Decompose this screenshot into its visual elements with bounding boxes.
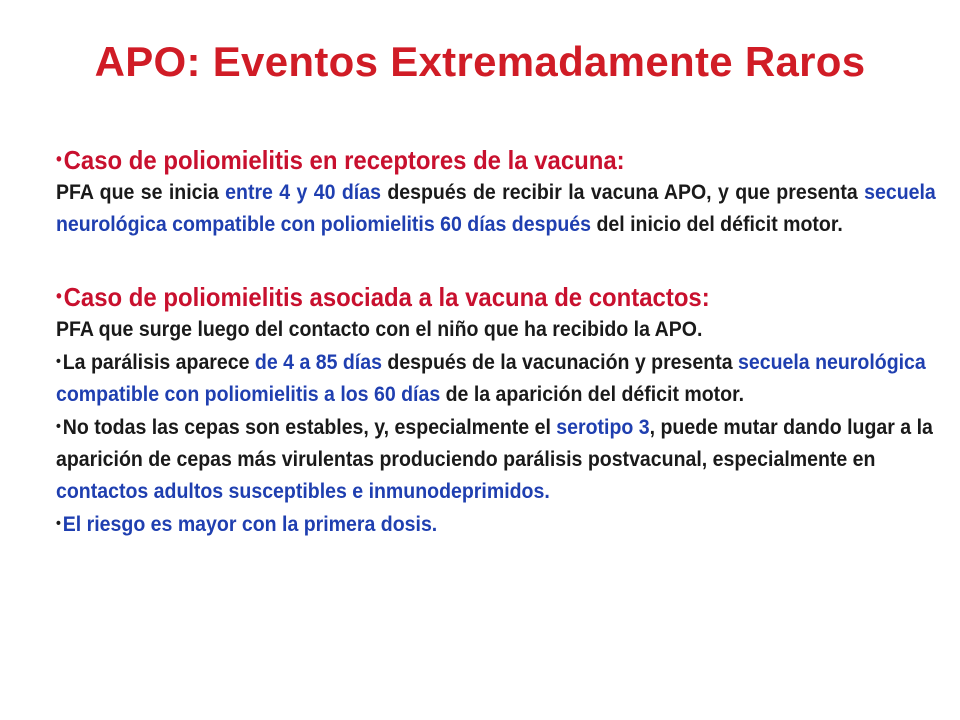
bullet: •	[56, 353, 61, 370]
text-run: La parálisis aparece	[62, 351, 255, 374]
highlight-text: secuela neurológica compatible con poliomielitis 60 días después	[56, 181, 936, 236]
slide-title: APO: Eventos Extremadamente Raros	[94, 38, 866, 85]
text-run: de la aparición del déficit motor.	[440, 383, 745, 406]
bullet: •	[56, 515, 61, 532]
text-run: , puede mutar dando lugar a la aparición de cepas más virulentas produciendo parálisis postvacunal, especialmente en	[56, 416, 933, 471]
contact-intro: PFA que surge luego del contacto con el niño que ha recibido la APO.	[56, 318, 703, 341]
heading-text: Caso de poliomielitis asociada a la vacuna de contactos:	[63, 282, 710, 312]
text-run: PFA que se inicia	[56, 181, 226, 204]
highlight-text: El riesgo es mayor con la primera dosis.	[62, 513, 438, 536]
highlight-text: serotipo 3	[556, 416, 650, 439]
section-heading-vaccine-recipients	[56, 142, 866, 177]
highlight-text: secuela neurológica compatible con poliomielitis a los 60 días	[56, 351, 926, 406]
text-run: del inicio del déficit motor.	[591, 213, 843, 236]
highlight-text: de 4 a 85 días	[254, 351, 382, 374]
bullet-item-risk	[56, 508, 936, 541]
bullet-item-paralysis	[56, 346, 936, 411]
text-run: después de la vacunación y presenta	[381, 351, 738, 374]
section-heading-contacts	[56, 279, 866, 314]
text-run: No todas las cepas son estables, y, especialmente el	[62, 416, 557, 439]
text-run: después de recibir la vacuna APO, y que presenta	[380, 181, 865, 204]
slide-content	[56, 142, 936, 541]
bullet: •	[56, 149, 62, 169]
spacer	[56, 241, 936, 279]
bullet-item-strains	[56, 411, 936, 508]
heading-text: Caso de poliomielitis en receptores de la vacuna:	[63, 145, 625, 175]
highlight-text: entre 4 y 40 días	[225, 181, 381, 204]
bullet: •	[56, 286, 62, 306]
bullet: •	[56, 418, 61, 435]
recipient-definition-paragraph	[56, 177, 936, 241]
highlight-text: contactos adultos susceptibles e inmunodeprimidos.	[56, 480, 550, 503]
